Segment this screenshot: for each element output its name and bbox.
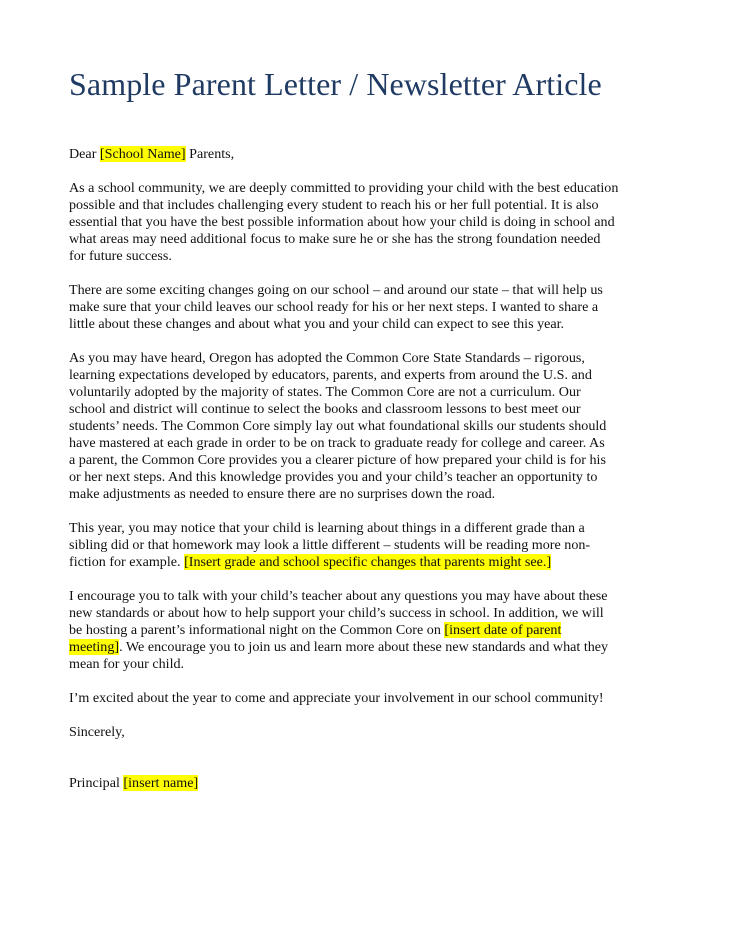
- school-name-placeholder: [School Name]: [99, 146, 186, 162]
- closing-sentence: I’m excited about the year to come and appreciate your involvement in our school community!: [69, 690, 604, 706]
- paragraph-line: make sure that your child leaves our school ready for his or her next steps. I wanted to share a: [69, 299, 599, 315]
- paragraph-line: new standards or about how to help support your child’s success in school. In addition, we will: [69, 605, 604, 621]
- paragraph-line: I encourage you to talk with your child’s teacher about any questions you may have about these: [69, 588, 608, 604]
- paragraph-line: As a school community, we are deeply committed to providing your child with the best education: [69, 180, 619, 196]
- paragraph-line: a parent, the Common Core provides you a clearer picture of how prepared your child is for his: [69, 452, 606, 468]
- paragraph-line: students’ needs. The Common Core simply lay out what foundational skills our students should: [69, 418, 607, 434]
- paragraph-line: There are some exciting changes going on our school – and around our state – that will help us: [69, 282, 603, 298]
- principal-name-placeholder: [insert name]: [123, 775, 199, 791]
- paragraph-line: school and district will continue to select the books and classroom lessons to best meet our: [69, 401, 581, 417]
- greeting-text: Dear: [69, 146, 100, 162]
- greeting-text-end: Parents,: [185, 146, 235, 162]
- paragraph-3: [69, 350, 669, 503]
- greeting-line: [69, 146, 669, 163]
- paragraph-line: [69, 622, 669, 639]
- page-title: Sample Parent Letter / Newsletter Article: [69, 66, 602, 102]
- signature-line: [69, 775, 669, 792]
- paragraph-4: [69, 520, 669, 571]
- paragraph-line: As you may have heard, Oregon has adopted the Common Core State Standards – rigorous,: [69, 350, 585, 366]
- paragraph-line: make adjustments as needed to ensure there are no surprises down the road.: [69, 486, 496, 502]
- paragraph-line: possible and that includes challenging every student to reach his or her full potential. It is also: [69, 197, 599, 213]
- valediction: Sincerely,: [69, 724, 125, 740]
- paragraph-line: voluntarily adopted by the majority of states. The Common Core are not a curriculum. Our: [69, 384, 581, 400]
- letter-body: [69, 146, 669, 792]
- paragraph-line: mean for your child.: [69, 656, 185, 672]
- signature-title: Principal: [69, 775, 124, 791]
- paragraph-line: have mastered at each grade in order to be on track to graduate ready for college and career. As: [69, 435, 605, 451]
- paragraph-line: essential that you have the best possible information about how your child is doing in school and: [69, 214, 615, 230]
- paragraph-line: [69, 554, 669, 571]
- paragraph-line: This year, you may notice that your child is learning about things in a different grade than a: [69, 520, 585, 536]
- paragraph-line: [69, 639, 669, 656]
- paragraph-line: learning expectations developed by educators, parents, and experts from around the U.S. and: [69, 367, 592, 383]
- paragraph-line-text: be hosting a parent’s informational night on the Common Core on: [69, 622, 445, 638]
- paragraph-line: or her next steps. And this knowledge provides you and your child’s teacher an opportunity to: [69, 469, 598, 485]
- paragraph-line-text: fiction for example.: [69, 554, 185, 570]
- paragraph-line: little about these changes and about what you and your child can expect to see this year.: [69, 316, 565, 332]
- paragraph-line: sibling did or that homework may look a little different – students will be reading more non-: [69, 537, 591, 553]
- paragraph-5: [69, 588, 669, 673]
- paragraph-line-text: . We encourage you to join us and learn more about these new standards and what they: [119, 639, 609, 655]
- paragraph-2: [69, 282, 669, 333]
- meeting-date-placeholder-cont: meeting]: [69, 639, 120, 655]
- paragraph-line: what areas may need additional focus to make sure he or she has the strong foundation needed: [69, 231, 601, 247]
- paragraph-line: for future success.: [69, 248, 172, 264]
- grade-changes-placeholder: [Insert grade and school specific changes that parents might see.]: [184, 554, 552, 570]
- paragraph-1: [69, 180, 669, 265]
- meeting-date-placeholder: [insert date of parent: [444, 622, 562, 638]
